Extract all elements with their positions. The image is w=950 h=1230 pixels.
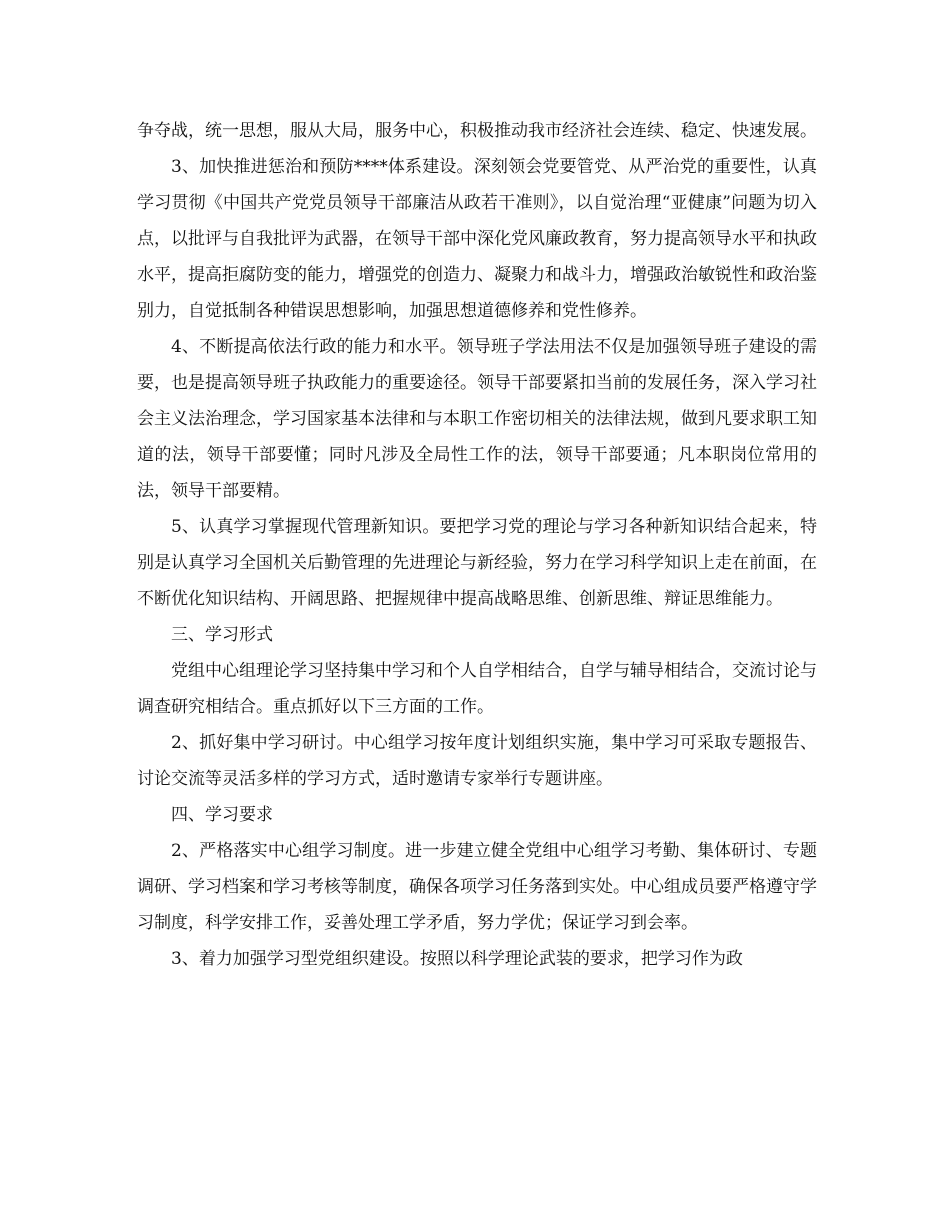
section-heading-study-requirements: 四、学习要求 xyxy=(171,805,273,825)
paragraph-requirements-item-3: 3、着力加强学习型党组织建设。按照以科学理论武装的要求，把学习作为政 xyxy=(171,949,743,969)
paragraph-item-3: 3、加快推进惩治和预防****体系建设。深刻领会党要管党、从严治党的重要性，认真学习贯彻《中国共产党党员领导干部廉洁从政若干准则》，以自觉治理“亚健康”问题为切入点，以批评与自我批评为武器，在领导干部中深化党风廉政教育，努力提高领导水平和执政水平，提高拒腐防变的能力，增强党的创造力、凝聚力和战斗力，增强政治敏锐性和政治鉴别力，自觉抵制各种错误思想影响，加强思想道德修养和党性修养。 xyxy=(137,157,817,321)
paragraph-continuation: 争夺战，统一思想，服从大局，服务中心，积极推动我市经济社会连续、稳定、快速发展。 xyxy=(137,121,817,141)
section-heading-study-form: 三、学习形式 xyxy=(171,625,273,645)
paragraph-item-5: 5、认真学习掌握现代管理新知识。要把学习党的理论与学习各种新知识结合起来，特别是认真学习全国机关后勤管理的先进理论与新经验，努力在学习科学知识上走在前面，在不断优化知识结构、开阔思路、把握规律中提高战略思维、创新思维、辩证思维能力。 xyxy=(137,517,817,609)
paragraph-study-form-item-2: 2、抓好集中学习研讨。中心组学习按年度计划组织实施，集中学习可采取专题报告、讨论交流等灵活多样的学习方式，适时邀请专家举行专题讲座。 xyxy=(137,733,817,789)
paragraph-study-form-intro: 党组中心组理论学习坚持集中学习和个人自学相结合，自学与辅导相结合，交流讨论与调查研究相结合。重点抓好以下三方面的工作。 xyxy=(137,661,817,717)
paragraph-item-4: 4、不断提高依法行政的能力和水平。领导班子学法用法不仅是加强领导班子建设的需要，也是提高领导班子执政能力的重要途径。领导干部要紧扣当前的发展任务，深入学习社会主义法治理念，学习国家基本法律和与本职工作密切相关的法律法规，做到凡要求职工知道的法，领导干部要懂；同时凡涉及全局性工作的法，领导干部要通；凡本职岗位常用的法，领导干部要精。 xyxy=(137,337,817,501)
body-text xyxy=(137,113,817,977)
paragraph-requirements-item-2: 2、严格落实中心组学习制度。进一步建立健全党组中心组学习考勤、集体研讨、专题调研、学习档案和学习考核等制度，确保各项学习任务落到实处。中心组成员要严格遵守学习制度，科学安排工作，妥善处理工学矛盾，努力学优；保证学习到会率。 xyxy=(137,841,817,933)
